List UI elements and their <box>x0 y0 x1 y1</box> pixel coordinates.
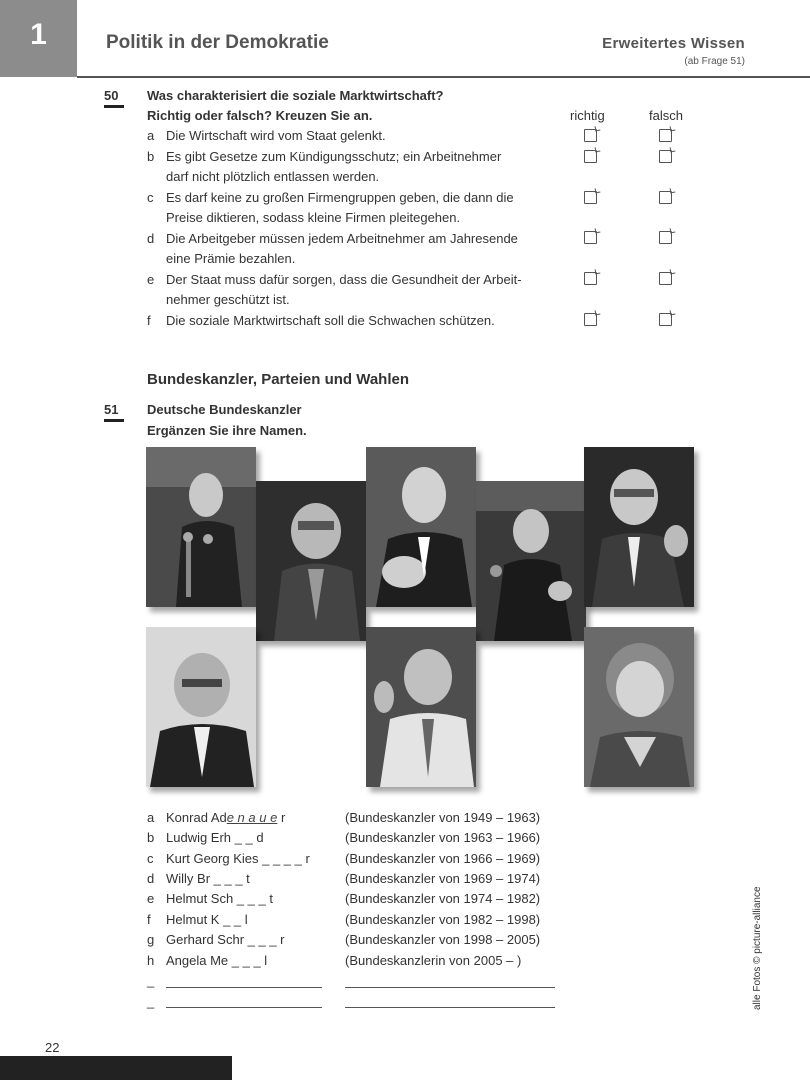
filled-answer: e n a u e <box>226 810 278 825</box>
checkbox-d-richtig[interactable] <box>584 231 597 244</box>
checkbox-a-richtig[interactable] <box>584 129 597 142</box>
name-letter: g <box>147 932 155 947</box>
years-d: (Bundeskanzler von 1969 – 1974) <box>345 871 541 886</box>
name-d[interactable]: Willy Br _ _ _ t <box>166 871 250 886</box>
question-number-51: 51 <box>104 402 119 417</box>
years-e: (Bundeskanzler von 1974 – 1982) <box>345 891 541 906</box>
chapter-number: 1 <box>0 0 77 77</box>
header-divider <box>77 76 810 78</box>
item-letter: d <box>147 231 155 246</box>
item-letter: a <box>147 128 155 143</box>
chancellor-photo-merkel <box>584 627 694 787</box>
statement-d: Die Arbeitgeber müssen jedem Arbeitnehmer am Jahresende eine Prämie bezahlen. <box>166 231 518 266</box>
question-number-50: 50 <box>104 88 119 103</box>
chancellor-photo-adenauer <box>146 447 256 607</box>
blank-years-line[interactable] <box>345 1007 555 1008</box>
item-letter: e <box>147 272 155 287</box>
checkbox-e-falsch[interactable] <box>659 272 672 285</box>
statement-f: Die soziale Marktwirtschaft soll die Schwachen schützen. <box>166 313 495 328</box>
blank-name-line[interactable] <box>166 987 322 988</box>
name-c[interactable]: Kurt Georg Kies _ _ _ _ r <box>166 851 310 866</box>
name-g[interactable]: Gerhard Schr _ _ _ r <box>166 932 285 947</box>
name-letter: c <box>147 851 154 866</box>
item-letter: b <box>147 149 155 164</box>
years-f: (Bundeskanzler von 1982 – 1998) <box>345 912 541 927</box>
chancellor-photo-kiesinger <box>366 447 476 607</box>
item-letter: c <box>147 190 154 205</box>
name-b[interactable]: Ludwig Erh _ _ d <box>166 830 264 845</box>
question-50-title: Was charakterisiert die soziale Marktwirtschaft? <box>147 88 444 103</box>
name-f[interactable]: Helmut K _ _ l <box>166 912 248 927</box>
years-a: (Bundeskanzler von 1949 – 1963) <box>345 810 541 825</box>
chancellor-photo-kohl <box>146 627 256 787</box>
footer-bar <box>0 1056 232 1080</box>
checkbox-d-falsch[interactable] <box>659 231 672 244</box>
years-h: (Bundeskanzlerin von 2005 – ) <box>345 953 522 968</box>
years-c: (Bundeskanzler von 1966 – 1969) <box>345 851 541 866</box>
blank-name-line[interactable] <box>166 1007 322 1008</box>
name-h[interactable]: Angela Me _ _ _ l <box>166 953 268 968</box>
name-letter: a <box>147 810 155 825</box>
name-letter: h <box>147 953 155 968</box>
item-letter: f <box>147 313 151 328</box>
section-label: Erweitertes Wissen <box>602 35 745 52</box>
statement-b: Es gibt Gesetze zum Kündigungsschutz; ein Arbeitnehmer darf nicht plötzlich entlassen werden. <box>166 149 502 184</box>
blank-letter: _ <box>147 994 155 1009</box>
checkbox-a-falsch[interactable] <box>659 129 672 142</box>
checkbox-c-falsch[interactable] <box>659 191 672 204</box>
page-number: 22 <box>45 1040 60 1055</box>
chancellor-photo-schmidt <box>584 447 694 607</box>
question-50-instruction: Richtig oder falsch? Kreuzen Sie an. <box>147 108 373 123</box>
chancellor-photo-brandt <box>476 481 586 641</box>
name-letter: d <box>147 871 155 886</box>
checkbox-c-richtig[interactable] <box>584 191 597 204</box>
blank-years-line[interactable] <box>345 987 555 988</box>
photo-credit: alle Fotos © picture-alliance <box>752 886 763 1010</box>
statement-e: Der Staat muss dafür sorgen, dass die Gesundheit der Arbeit- nehmer geschützt ist. <box>166 272 522 307</box>
chancellor-photo-schroeder <box>366 627 476 787</box>
checkbox-f-falsch[interactable] <box>659 313 672 326</box>
chapter-title: Politik in der Demokratie <box>106 32 329 53</box>
years-b: (Bundeskanzler von 1963 – 1966) <box>345 830 541 845</box>
years-g: (Bundeskanzler von 1998 – 2005) <box>345 932 541 947</box>
name-e[interactable]: Helmut Sch _ _ _ t <box>166 891 273 906</box>
column-falsch: falsch <box>649 108 683 123</box>
chancellor-photo-erhard <box>256 481 366 641</box>
name-letter: e <box>147 891 155 906</box>
question-51-title: Deutsche Bundeskanzler <box>147 402 302 417</box>
section-note: (ab Frage 51) <box>684 56 745 67</box>
column-richtig: richtig <box>570 108 605 123</box>
name-letter: f <box>147 912 151 927</box>
name-a[interactable]: Konrad Ade n a u e r <box>166 810 286 825</box>
blank-letter: _ <box>147 973 155 988</box>
name-letter: b <box>147 830 155 845</box>
checkbox-b-falsch[interactable] <box>659 150 672 163</box>
question-51-instruction: Ergänzen Sie ihre Namen. <box>147 423 307 438</box>
checkbox-b-richtig[interactable] <box>584 150 597 163</box>
checkbox-f-richtig[interactable] <box>584 313 597 326</box>
statement-a: Die Wirtschaft wird vom Staat gelenkt. <box>166 128 386 143</box>
checkbox-e-richtig[interactable] <box>584 272 597 285</box>
section-heading: Bundeskanzler, Parteien und Wahlen <box>147 371 410 388</box>
statement-c: Es darf keine zu großen Firmengruppen geben, die dann die Preise diktieren, sodass kleine Firmen pleitegehen. <box>166 190 514 225</box>
